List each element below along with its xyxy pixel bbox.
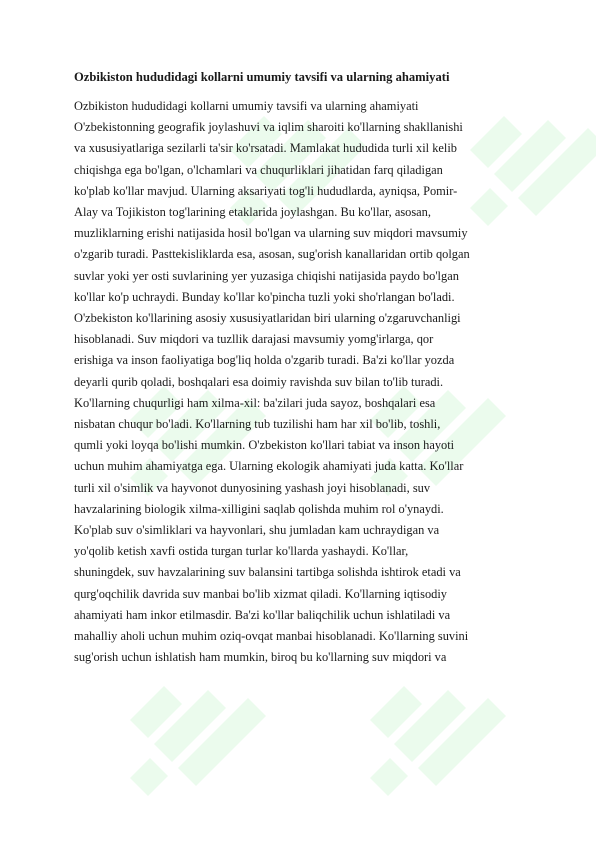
body-line: muzliklarning erishi natijasida hosil bo'lgan va ularning suv miqdori mavsumiy [74, 226, 468, 241]
body-line: Ozbikiston hududidagi kollarni umumiy tavsifi va ularning ahamiyati [74, 99, 419, 113]
body-line: chiqishga ega bo'lgan, o'lchamlari va chuqurliklari jihatidan farq qiladigan [74, 162, 443, 177]
watermark-mark [130, 686, 266, 796]
body-line: Ko'plab suv o'simliklari va hayvonlari, shu jumladan kam uchraydigan va [74, 523, 440, 538]
body-line: turli xil o'simlik va hayvonot dunyosining yashash joyi hisoblanadi, suv [74, 480, 431, 495]
body-line: qumli yoki loyqa bo'lishi mumkin. O'zbekiston ko'llari tabiat va inson hayoti [74, 438, 455, 453]
body-line: ko'plab ko'llar mavjud. Ularning aksariyati tog'li hududlarda, ayniqsa, Pomir- [74, 183, 458, 198]
body-line: ko'llar ko'p uchraydi. Bunday ko'llar ko'pincha tuzli yoki sho'rlangan bo'ladi. [74, 289, 455, 304]
body-line: o'zgarib turadi. Pasttekisliklarda esa, asosan, sug'orish kanallaridan ortib qolgan [74, 247, 470, 262]
body-line: yo'qolib ketish xavfi ostida turgan turlar ko'llarda yashaydi. Ko'llar, [74, 544, 409, 559]
body-line: nisbatan chuqur bo'ladi. Ko'llarning tub tuzilishi ham har xil bo'lib, toshli, [74, 417, 441, 432]
body-line: shuningdek, suv havzalarining suv balansini tartibga solishda ishtirok etadi va [74, 565, 461, 580]
body-line: suvlar yoki yer osti suvlarining yer yuzasiga chiqishi natijasida paydo bo'lgan [74, 268, 459, 283]
body-line: va xususiyatlariga sezilarli ta'sir ko'rsatadi. Mamlakat hududida turli xil kelib [74, 141, 457, 156]
document-body [74, 96, 526, 668]
body-line: mahalliy aholi uchun muhim oziq-ovqat manbai hisoblanadi. Ko'llarning suvini [74, 629, 469, 644]
document-title: Ozbikiston hududidagi kollarni umumiy tavsifi va ularning ahamiyati [74, 70, 450, 84]
body-line: Ko'llarning chuqurligi ham xilma-xil: ba'zilari juda sayoz, boshqalari esa [74, 395, 436, 410]
body-line: havzalarining biologik xilma-xilligini saqlab qolishda muhim rol o'ynaydi. [74, 501, 444, 516]
body-line: erishiga va inson faoliyatiga bog'liq holda o'zgarib turadi. Ba'zi ko'llar yozda [74, 353, 455, 368]
body-line: qurg'oqchilik davrida suv manbai bo'lib xizmat qiladi. Ko'llarning iqtisodiy [74, 586, 447, 601]
body-line: Alay va Tojikiston tog'larining etaklarida joylashgan. Bu ko'llar, asosan, [74, 205, 431, 220]
body-line: hisoblanadi. Suv miqdori va tuzllik darajasi mavsumiy yomg'irlarga, qor [74, 332, 434, 347]
body-line: uchun muhim ahamiyatga ega. Ularning ekologik ahamiyati juda katta. Ko'llar [74, 459, 464, 474]
watermark-mark [370, 686, 506, 796]
document-content [74, 68, 526, 668]
body-line: deyarli qurib qoladi, boshqalari esa doimiy ravishda suv bilan to'lib turadi. [74, 374, 444, 389]
body-line: O'zbekistonning geografik joylashuvi va iqlim sharoiti ko'llarning shakllanishi [74, 120, 463, 135]
body-line: O'zbekiston ko'llarining asosiy xususiyatlaridan biri ularning o'zgaruvchanligi [74, 311, 461, 326]
body-line: sug'orish uchun ishlatish ham mumkin, biroq bu ko'llarning suv miqdori va [74, 650, 447, 665]
body-line: ahamiyati ham inkor etilmasdir. Ba'zi ko'llar baliqchilik uchun ishlatiladi va [74, 607, 451, 622]
